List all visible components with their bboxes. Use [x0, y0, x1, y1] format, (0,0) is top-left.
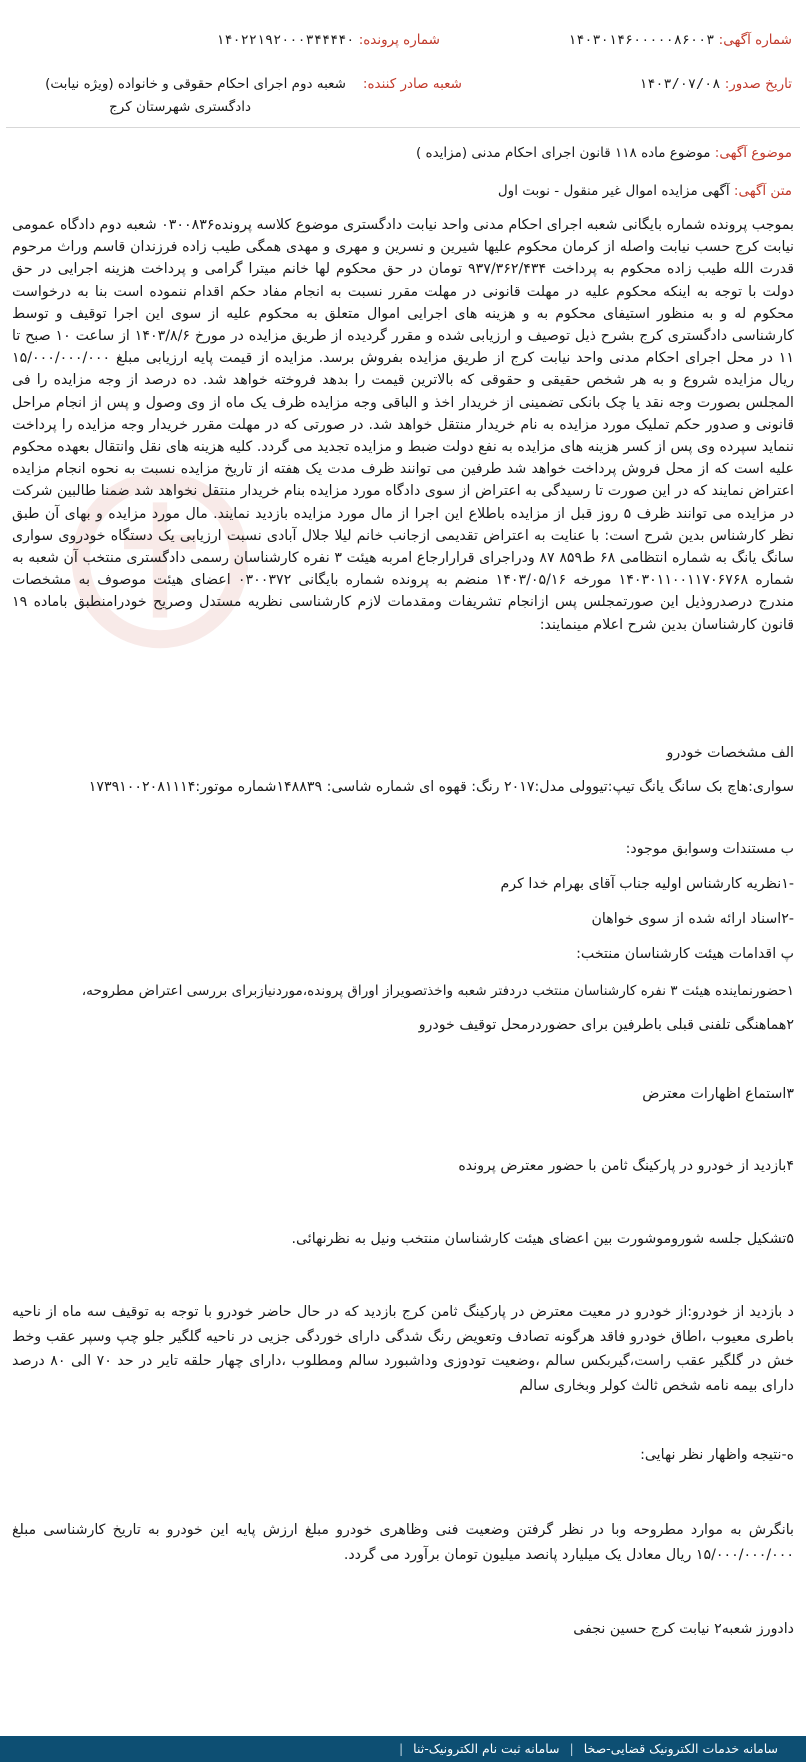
vehicle-spec: سواری:هاچ بک سانگ یانگ تیپ:تیوولی مدل:۲۰۱۷ رنگ: قهوه ای شماره شاسی: ۱۴۸۸۳۹شماره موتور:۱۷۳۹۱۰۰۲۰۸۱۱۱۴	[88, 779, 794, 795]
footer-link-sana[interactable]: سامانه ثبت نام الکترونیک-ثنا	[413, 1741, 560, 1756]
action-item-1: ۱حضورنماینده هیئت ۳ نفره کارشناسان منتخب دردفتر شعبه واخذتصویراز اوراق پرونده،موردنیازبرای بررسی اعتراض مطروحه،	[81, 983, 794, 999]
subject-field	[416, 143, 792, 163]
notice-text-label: متن آگهی:	[733, 183, 792, 199]
issuing-branch-label: شعبه صادر کننده:	[362, 76, 462, 92]
footer-separator: |	[569, 1741, 574, 1756]
section-a-title: الف مشخصات خودرو	[666, 745, 794, 761]
action-item-5: ۵تشکیل جلسه شوروموشورت بین اعضای هیئت کارشناسان منتخب ونیل به نظرنهائی.	[291, 1231, 794, 1247]
section-p-title: پ اقدامات هیئت کارشناسان منتخب:	[576, 946, 794, 962]
main-paragraph: بموجب پرونده شماره بایگانی شعبه اجرای احکام مدنی واحد نیابت دادگستری موضوع کلاسه پرونده۰۳۰۰۸۳۶ شعبه دوم دادگاه عمومی نیابت کرج حسب نیابت واصله از کرمان محکوم علیها شیرین و نسرین و مهری و مهدی همگی طیب زاده فرزندان قاسم وراث مرحوم قدرت الله طیب زاده محکوم به پرداخت ۹۳۷/۳۶۲/۴۳۴ تومان در حق محکوم لها خانم میترا گرامی و پرداخت هزینه اجرایی در حق دولت با توجه به اینکه محکوم علیه در مهلت قانونی در مهلت مقرر نسبت به انجام مفاد حکم اقدام ننموده است بنا به درخواست محکوم له و به منظور استیفای محکوم به و هزینه های اجرایی اموال متعلق به محکوم علیه از سوی این اجرا توقیف و توسط کارشناسی دادگستری کرج بشرح ذیل توصیف و ارزیابی شده و مقرر گردیده از طریق مزایده در مورخ ۱۴۰۳/۸/۶ از ساعت ۱۰ صبح تا ۱۱ در محل اجرای احکام مدنی واحد نیابت کرج از طریق مزایده بفروش برسد. مزایده از قیمت پایه ارزیابی مبلغ ۱۵/۰۰۰/۰۰۰/۰۰۰ ریال مزایده شروع و به هر شخص حقیقی و حقوقی که بالاترین قیمت را بدهد فروخته خواهد شد. ده درصد از وجه مزایده را فی المجلس بصورت وجه نقد یا چک بانکی تضمینی از خریدار اخذ و الباقی وجه مزایده ظرف یک ماه از وی وصول و پس از انجام مراحل قانونی و صدور حکم تملیک مورد مزایده به نام خریدار منتقل خواهد شد. در صورتی که در مهلت مقرر خریدار وجه مزایده را پرداخت ننماید سپرده وی پس از کسر هزینه های مزایده به نفع دولت ضبط و مزایده تجدید می گردد. کلیه هزینه های نقل وانتقال بعهده محکوم علیه است که از محل فروش پرداخت خواهد شد طرفین می توانند ظرف مدت یک هفته از تاریخ مزایده نسبت به نحوه انجام مزایده اعتراض نمایند که در این صورت تا رسیدگی به اعتراض از سوی دادگاه مورد مزایده بنام خریدار منتقل نخواهد شد ضمنا طالبین شرکت در مزایده می توانند ظرف ۵ روز قبل از مزایده باطلاع این اجرا از مال مورد مزایده بازدید نمایند. مال مورد مزایده و بهای آن طبق نظر کارشناس بدین شرح است: با عنایت به اعتراض تقدیمی ازجانب خانم لیلا جلال آبادی نسبت ارزیابی یک دستگاه خودروی سواری سانگ یانگ به شماره انتظامی ۶۸ ط۸۵۹ ۸۷ ودراجرای قرارارجاع امربه هیئت ۳ نفره کارشناسان رسمی دادگستری منتخب آن شعبه به شماره ۱۴۰۳۰۱۱۰۰۱۱۷۰۶۷۶۸ مورخه ۱۴۰۳/۰۵/۱۶ منضم به پرونده شماره بایگانی ۰۳۰۰۳۷۲ اعضای هیئت موصوف به مشخصات مندرج درصدروذیل این صورتمجلس پس ازانجام تشریفات ومقدمات لازم کارشناسی نظریه مستدل وصریح خودرامنطبق باماده ۱۹ قانون کارشناسان بدین شرح اعلام مینمایند:	[12, 217, 795, 633]
footer-bar	[0, 1736, 806, 1762]
case-number-value: ۱۴۰۲۲۱۹۲۰۰۰۳۴۴۴۴۰	[216, 32, 355, 48]
action-item-3: ۳استماع اظهارات معترض	[642, 1086, 794, 1102]
action-item-2: ۲هماهنگی تلفنی قبلی باطرفین برای حضوردرمحل توقیف خودرو	[418, 1017, 794, 1033]
header-divider	[6, 127, 800, 128]
notice-text-value: آگهی مزایده اموال غیر منقول - نوبت اول	[497, 183, 730, 199]
footer-link-sakha[interactable]: سامانه خدمات الکترونیک قضایی-صخا	[583, 1741, 778, 1756]
result-title: ه-نتیجه واظهار نظر نهایی:	[640, 1447, 794, 1463]
subject-label: موضوع آگهی:	[714, 145, 792, 161]
result-paragraph: بانگرش به موارد مطروحه وبا در نظر گرفتن وضعیت فنی وظاهری خودرو مبلغ ارزش پایه این خودرو به تاریخ کارشناسی مبلغ ۱۵/۰۰۰/۰۰۰/۰۰۰ ریال معادل یک میلیارد پانصد میلیون تومان برآورد می گردد.	[12, 1522, 794, 1563]
inspection-paragraph: د بازدید از خودرو:از خودرو در معیت معترض در پارکینگ ثامن کرج بازدید که در حال حاضر خودرو با توجه به توقیف سه ماه از ناحیه باطری معیوب ،اطاق خودرو فاقد هرگونه تصادف وتعویض رنگ شدگی دارای خوردگی جزیی در ناحیه گلگیر جلو چپ وسپر عقب وخط خش در گلگیر عقب راست،گیربکس سالم ،وضعیت تودوزی وداشبورد سالم ومطلوب ،دارای چهار حلقه تایر در حد ۷۰ الی ۸۰ درصد دارای بیمه نامه شخص ثالث کولر وبخاری سالم	[12, 1304, 794, 1394]
signature: دادورز شعبه۲ نیابت کرج حسین نجفی	[573, 1621, 794, 1637]
issue-date-value: ۱۴۰۳/۰۷/۰۸	[639, 76, 721, 92]
case-number-field	[216, 30, 440, 50]
doc-item-2: -۲اسناد ارائه شده از سوی خواهان	[591, 911, 794, 927]
subject-value: موضوع ماده ۱۱۸ قانون اجرای احکام مدنی (مزایده )	[415, 145, 711, 161]
notice-number-label: شماره آگهی:	[718, 32, 792, 48]
issue-date-label: تاریخ صدور:	[724, 76, 792, 92]
section-b-title: ب مستندات وسوابق موجود:	[625, 841, 794, 857]
notice-text-field	[498, 181, 792, 201]
issuing-branch-line2: دادگستری شهرستان کرج	[109, 99, 251, 115]
notice-number-value: ۱۴۰۳۰۱۴۶۰۰۰۰۰۸۶۰۰۳	[568, 32, 715, 48]
issuing-branch-line1: شعبه دوم اجرای احکام حقوقی و خانواده (ویژه نیابت)	[45, 76, 346, 92]
issue-date-field	[639, 74, 792, 94]
case-number-label: شماره پرونده:	[358, 32, 440, 48]
notice-number-field	[568, 30, 792, 50]
doc-item-1: -۱نظریه کارشناس اولیه جناب آقای بهرام خدا کرم	[500, 876, 794, 892]
action-item-4: ۴بازدید از خودرو در پارکینگ ثامن با حضور معترض پرونده	[458, 1158, 794, 1174]
footer-trailing-separator: |	[398, 1741, 404, 1756]
